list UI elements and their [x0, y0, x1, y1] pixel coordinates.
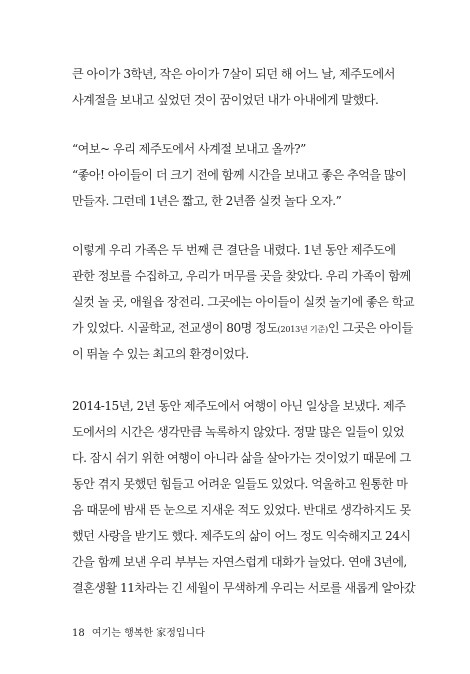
text-line: 2014-15년, 2년 동안 제주도에서 여행이 아닌 일상을 보냈다. 제주 [72, 399, 406, 413]
text-line-with-note [72, 315, 413, 341]
text-line: 음 때문에 밤새 뜬 눈으로 지새운 적도 있었다. 반대로 생각하지도 못 [72, 503, 411, 517]
page-body [72, 61, 416, 601]
page-number: 18 [72, 628, 85, 639]
text-line: “여보~ 우리 제주도에서 사계절 보내고 올까?” [72, 142, 306, 156]
text-line: 도에서의 시간은 생각만큼 녹록하지 않았다. 정말 많은 일들이 있었 [72, 425, 405, 439]
text-line: 큰 아이가 3학년, 작은 아이가 7살이 되던 해 어느 날, 제주도에서 [72, 67, 395, 81]
text-segment: 가 있었다. 시골학교, 전교생이 80명 정도 [72, 321, 278, 335]
text-line: 했던 사랑을 받기도 했다. 제주도의 삶이 어느 정도 익숙해지고 24시 [72, 529, 411, 543]
book-title: 여기는 행복한 家정입니다 [91, 628, 205, 639]
text-line: 결혼생활 11차라는 긴 세월이 무색하게 우리는 서로를 새롭게 알아갔 [72, 581, 416, 595]
text-line: 동안 겪지 못했던 힘들고 어려운 일들도 있었다. 억울하고 원통한 마 [72, 477, 408, 491]
text-line: 사계절을 보내고 싶었던 것이 꿈이었던 내가 아내에게 말했다. [72, 93, 379, 107]
text-line: 관한 정보를 수집하고, 우리가 머무를 곳을 찾았다. 우리 가족이 함께 [72, 269, 411, 283]
paragraph-1 [72, 61, 402, 113]
text-line: 만들자. 그런데 1년은 짧고, 한 2년쯤 실컷 놀다 오자.” [72, 194, 342, 208]
text-line: “좋아! 아이들이 더 크기 전에 함께 시간을 보내고 좋은 추억을 많이 [72, 168, 407, 182]
text-line: 간을 함께 보낸 우리 부부는 자연스럽게 대화가 늘었다. 연애 3년에, [72, 555, 407, 569]
inline-note: (2013년 기준) [277, 325, 328, 334]
text-line: 다. 잠시 쉬기 위한 여행이 아니라 삶을 살아가는 것이었기 때문에 그 [72, 451, 411, 465]
paragraph-3 [72, 237, 415, 367]
text-segment: 인 그곳은 아이들 [327, 321, 413, 335]
text-line: 이렇게 우리 가족은 두 번째 큰 결단을 내렸다. 1년 동안 제주도에 [72, 243, 396, 257]
text-line: 이 뛰놀 수 있는 최고의 환경이었다. [72, 347, 249, 361]
text-line: 실컷 놀 곳, 애월읍 장전리. 그곳에는 아이들이 실컷 놀기에 좋은 학교 [72, 295, 415, 309]
page-footer [72, 624, 205, 639]
paragraph-4 [72, 393, 416, 601]
paragraph-2-dialogue [72, 136, 407, 214]
